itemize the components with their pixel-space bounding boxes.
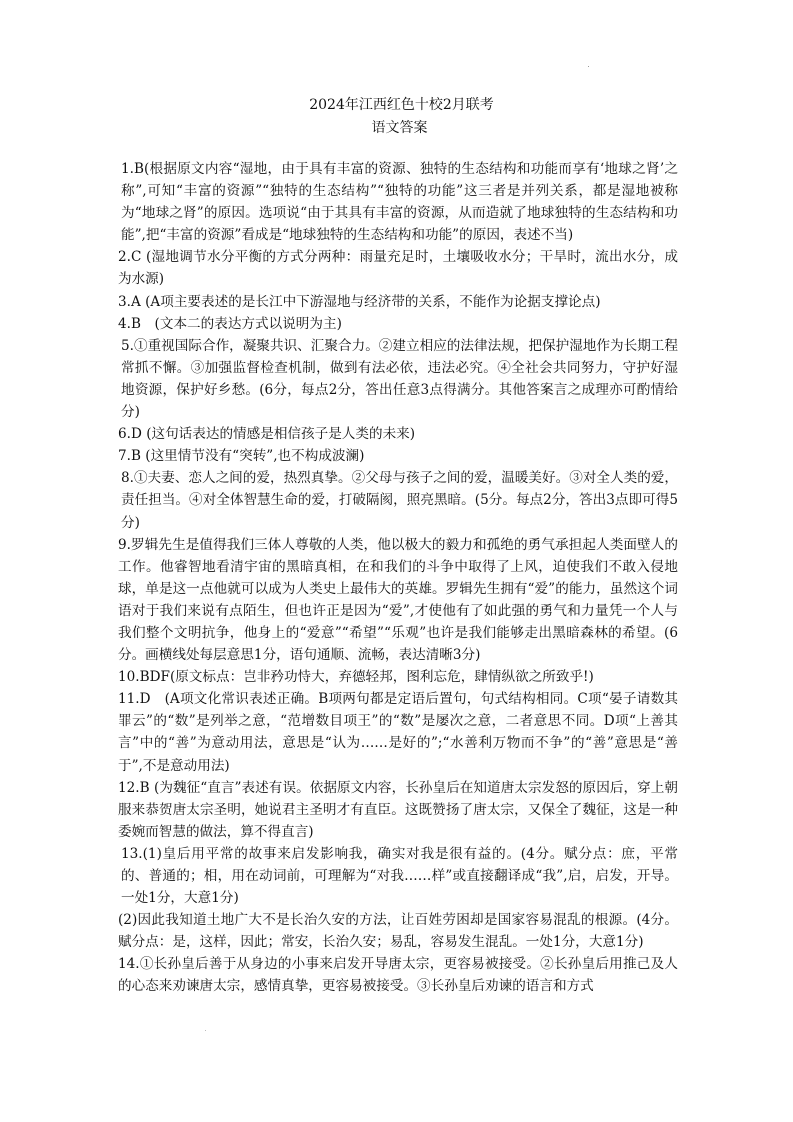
answer-13-1: 13.(1)皇后用平常的故事来启发影响我，确实对我是很有益的。(4分。赋分点：庶，平常的、普通的；相，用在动词前，可理解为“对我……样”或直接翻译成“我”,启，启发，开导。一处1分，大意1分) [121,845,678,907]
answer-12: 12.B (为魏征“直言”表述有误。依据原文内容，长孙皇后在知道唐太宗发怒的原因后，穿上朝服来恭贺唐太宗圣明，她说君主圣明才有直臣。这既赞扬了唐太宗，又保全了魏征，这是一种委婉而智慧的做法，算不得直言) [118,779,678,840]
answer-7: 7.B (这里情节没有“突转”,也不构成波澜) [118,448,365,465]
document-title: 2024年江西红色十校2月联考 [309,97,494,113]
answer-13-2: (2)因此我知道土地广大不是长治久安的方法，让百姓劳困却是国家容易混乱的根源。(4分。赋分点：是，这样，因此；常安，长治久安；易乱，容易发生混乱。一处1分，大意1分) [118,912,678,951]
answer-11: 11.D (A项文化常识表述正确。B项两句都是定语后置句，句式结构相同。C项“晏子请数其罪云”的“数”是列举之意，“范增数目项王”的“数”是屡次之意，二者意思不同。D项“上善其言”中的“善”为意动用法，意思是“认为……是好的”;“水善利万物而不争”的“善”意思是“善于”,不是意动用法) [118,691,678,774]
answer-body [118,158,678,998]
answer-4: 4.B (文本二的表达方式以说明为主) [118,315,342,332]
document-subtitle: 语文答案 [371,120,428,136]
answer-8: 8.①夫妻、恋人之间的爱，热烈真挚。②父母与孩子之间的爱，温暖美好。③对全人类的爱，责任担当。④对全体智慧生命的爱，打破隔阂，照亮黑暗。(5分。每点2分，答出3点即可得5分) [121,470,678,531]
answer-5: 5.①重视国际合作，凝聚共识、汇聚合力。②建立相应的法律法规，把保护湿地作为长期工程常抓不懈。③加强监督检查机制，做到有法必依，违法必究。④全社会共同努力，守护好湿地资源，保护好乡愁。(6分，每点2分，答出任意3点得满分。其他答案言之成理亦可酌情给分) [121,337,678,421]
answer-2: 2.C (湿地调节水分平衡的方式分两种：雨量充足时，土壤吸收水分；干旱时，流出水分，成为水源) [118,249,678,288]
answer-10: 10.BDF(原文标点：岂非矜功恃大，弃德轻邦，图利忘危，肆情纵欲之所致乎!) [118,669,594,686]
answer-14: 14.①长孙皇后善于从身边的小事来启发开导唐太宗，更容易被接受。②长孙皇后用推己及人的心态来劝谏唐太宗，感情真挚，更容易被接受。③长孙皇后劝谏的语言和方式 [118,956,678,995]
answer-9: 9.罗辑先生是值得我们三体人尊敬的人类，他以极大的毅力和孤绝的勇气承担起人类面壁人的工作。他睿智地看清宇宙的黑暗真相，在和我们的斗争中取得了上风，迫使我们不敢入侵地球，单是这一点他就可以成为人类史上最伟大的英雄。罗辑先生拥有“爱”的能力，虽然这个词语对于我们来说有点陌生，但也许正是因为“爱”,才使他有了如此强的勇气和力量凭一个人与我们整个文明抗争，他身上的“爱意”“希望”“乐观”也许是我们能够走出黑暗森林的希望。(6分。画横线处每层意思1分，语句通顺、流畅，表达清晰3分) [118,536,678,664]
answer-6: 6.D (这句话表达的情感是相信孩子是人类的未来) [118,426,416,443]
answer-1: 1.B(根据原文内容“湿地，由于具有丰富的资源、独特的生态结构和功能而享有‘地球之肾’之称”,可知“丰富的资源”“独特的生态结构”“独特的功能”这三者是并列关系，都是湿地被称为“地球之肾”的原因。选项说“由于其具有丰富的资源，从而造就了地球独特的生态结构和功能”,把“丰富的资源”看成是“地球独特的生态结构和功能”的原因，表述不当) [121,161,678,244]
answer-3: 3.A (A项主要表述的是长江中下游湿地与经济带的关系，不能作为论据支撑论点) [118,293,601,310]
scan-speck [588,66,589,67]
scan-speck [205,1030,206,1031]
